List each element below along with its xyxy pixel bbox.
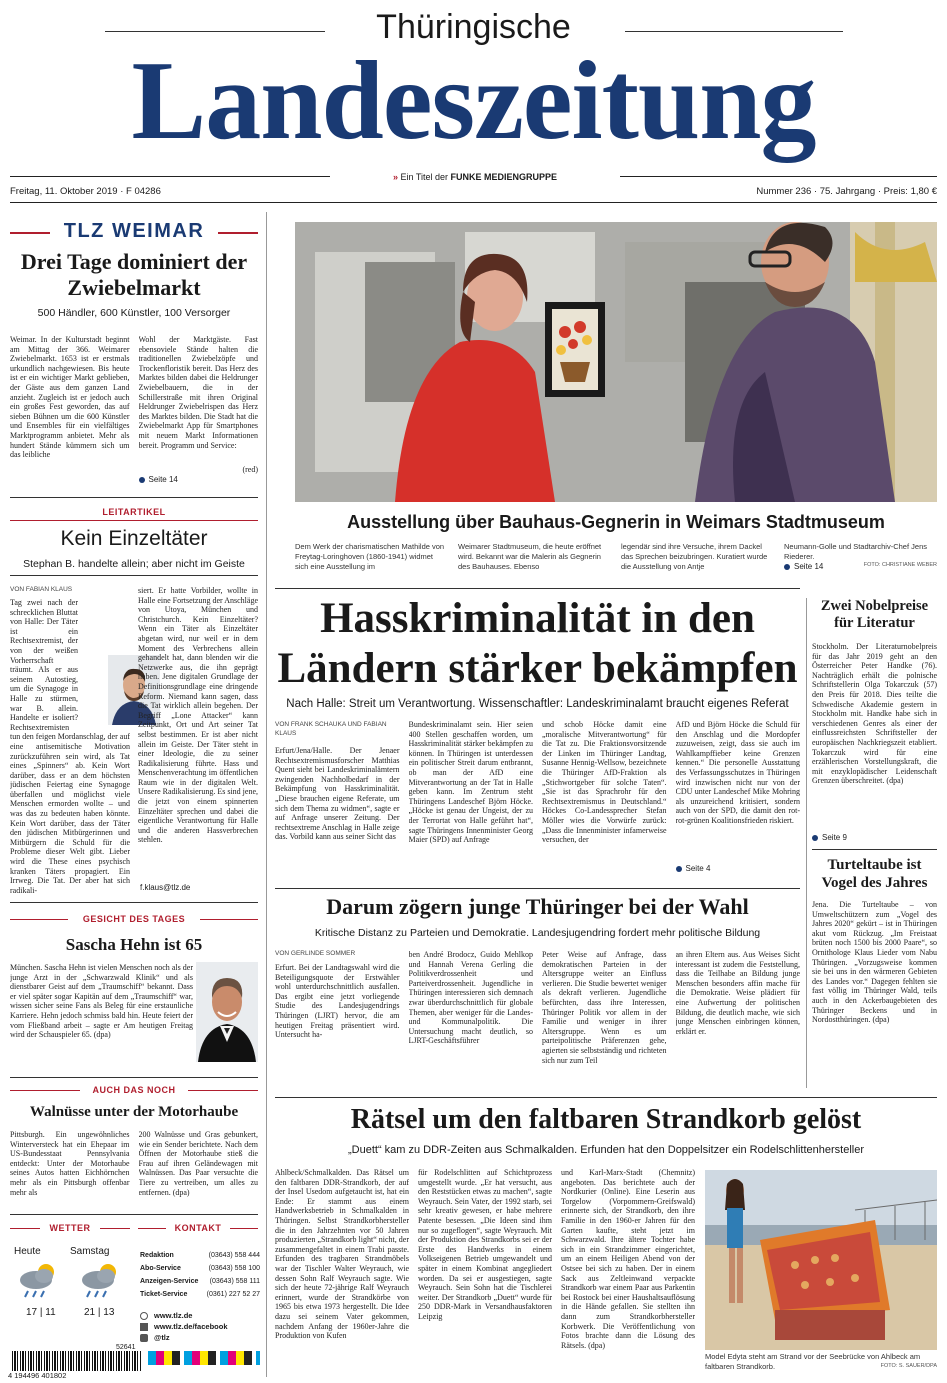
strandkorb-col-2: für Rodelschlitten auf Schichtprozess umgestellt wurde. „Er hat versucht, aus den Reststücken etwas zu machen“, sagte Weyrauch. Sein Vater, der 1992 starb, sei sehr kreativ gewesen, er habe mehrere Patente besessen. „Die Ideen sind ihm nur so zugeflogen“, sagte Weyrauch. Mit der Produktion des Strandkorbs sei er der Erste des Handwerks in einem Volkseigenen Betrieb umgewandelt und später in einem Kombinat angegliedert worden. Da sei er ausgestiegen, sagte Weyrauch. Sein Sohn hat die Tischlerei weiter. Der Strandkorb „Duett“ wurde für 250 DDR-Mark in Versandhausfaktoren Leipzig: [418, 1168, 552, 1321]
gesicht-end: (dpa): [93, 1030, 111, 1040]
weimar-ref[interactable]: [139, 475, 259, 484]
kontakt-label: Ticket-Service: [140, 1291, 188, 1298]
nobel-end: (dpa): [886, 776, 904, 786]
auch-rule-right: [188, 1090, 258, 1091]
weimar-col-1: Weimar. In der Kulturstadt beginnt am Mittag der 366. Weimarer Zwiebelmarkt. 1653 ist er erstmals urkundlich nachgewiesen. Bis heute ist er ein wichtiger Markt geblieben, der Gäste aus dem ganzen Land anzieht. Zugleich ist er jedoch auch ein großes Fest geworden, das auf sieben Bühnen um die 600 Künstler und Ensembles für ein vielfältiges Marktprogramm anbietet. Mehr als hundert Stände kümmern sich um das leibliche: [10, 335, 130, 460]
leitartikel-headline[interactable]: Kein Einzeltäter: [60, 527, 208, 550]
divider: [275, 588, 800, 589]
photo-caption-col-3: legendär sind ihre Versuche, ihrem Dackel das Sprechen beizubringen. Kuratiert wurde die Ausstellung von Antje: [621, 542, 768, 571]
weather-day-2: Samstag: [70, 1246, 110, 1257]
funke-arrow-icon: »: [392, 172, 398, 182]
funke-name: FUNKE MEDIENGRUPPE: [450, 172, 558, 182]
turtel-text: [812, 900, 937, 1090]
bullet-icon: [812, 835, 818, 841]
wahl-subhead: Kritische Distanz zu Parteien und Demokratie. Landesjugendring fordert mehr politische Bildung: [314, 927, 761, 939]
funke-prefix: Ein Titel der: [400, 172, 449, 182]
leitartikel-col-1: [10, 598, 130, 894]
lead-byline: VON FRANK SCHAUKA UND FABIAN KLAUS: [275, 721, 387, 737]
barcode: [12, 1351, 142, 1371]
bullet-icon: [676, 866, 682, 872]
weimar-col-2: Wohl der Marktgäste. Fast ebensoviele Stände halten die traditionellen Zwiebelzöpfe und Trockenfloristik bereit. Das Herz des Marktes bilden dabei die Heldrunger Zwiebelbauern, die in der Schillerstraße mit ihren Original Heldrunger Zwiebelrispen das Herz des Marktes bilden. Die Stadt hat die Zwiebelmarkt App für Smartphones mit neuem Markt Informationen bereit. Programm und Service:: [138, 335, 258, 450]
weimar-body: [10, 335, 258, 485]
auch-end: (dpa): [172, 1187, 190, 1197]
photo-credit: FOTO: CHRISTIANE WEBER: [863, 562, 937, 568]
masthead-date-line: Freitag, 11. Oktober 2019 · F 04286: [10, 186, 161, 197]
sascha-hehn-photo: [196, 962, 258, 1062]
kontakt-row: [140, 1249, 260, 1262]
column-divider: [266, 212, 267, 1377]
kontakt-label: Anzeigen-Service: [140, 1278, 199, 1285]
strandkorb-body: [275, 1168, 695, 1374]
twitter-link[interactable]: [140, 1332, 227, 1343]
divider: [812, 849, 937, 850]
nobel-headline[interactable]: Zwei Nobelpreise für Literatur: [820, 598, 929, 631]
photo-caption-col-4-wrap: [784, 542, 937, 578]
wahl-col-3: Peter Weise auf Anfrage, dass demokratischen Parteien in der Altersgruppe weiter an Einfluss verlieren. Die Studie bewertet weniger als dekraft verlieren. Jugendliche befürchten, dass ihre Interessen, Thüringer Politik vor allem in der Familie und weniger in ihrer Altersgruppe. Wenn es um parteipolitische Präferenzen gehe, agierten sie selbstständig und richteten sich nur zum Teil: [542, 950, 667, 1065]
weimar-tag: TLZ WEIMAR: [63, 220, 205, 242]
turtel-text-body: Jena. Die Turteltaube – von Umweltschützern zum „Vogel des Jahres 2020“ gekürt – ist in Thüringen akut vom Rückzug. „Im Freistaat brüten noch 1500 bis 2000 Paare“, so Ornithologe Klaus Lieder vom Nabu Thüringen. „Vorzugsweise kommen sie bei uns in den wärmeren Gebieten des Landes vor.“ Dagegen fehlten sie fast völlig im Thüringer Wald, teils auch in den Ackerbaugebieten des Thüringer Beckens und in Nordostthüringen.: [812, 900, 937, 1025]
auch-body: [10, 1130, 258, 1210]
leitartikel-tag: LEITARTIKEL: [102, 507, 166, 517]
turtel-headline[interactable]: Turteltaube ist Vogel des Jahres: [821, 857, 928, 891]
lead-headline[interactable]: Hasskriminalität in den Ländern stärker bekämpfen: [277, 595, 798, 692]
divider: [10, 497, 258, 498]
masthead-bottom-rule: [10, 202, 937, 203]
masthead-issue-line: Nummer 236 · 75. Jahrgang · Preis: 1,80 €: [756, 186, 937, 197]
wetter-rule-right: [100, 1228, 130, 1229]
lead-col-2: Bundeskriminalamt sein. Hier seien 400 Stellen geschaffen worden, um Hasskriminalität stärker bekämpfen zu können. In Thüringen ist unterdessen ein politischer Streit darum entbrannt, ob man der AfD eine Mitverantwortung an der Tat in Halle geben kann. Im Zentrum steht Thüringens Landeschef Björn Höcke. „Höcke ist genau der Ungeist, der zu der Terrortat von Halle geführt hat“, sagte Thüringens Innenminister Georg Maier (SPD) auf Anfrage: [408, 720, 533, 845]
gesicht-headline[interactable]: Sascha Hehn ist 65: [65, 935, 203, 954]
issue-price: Preis: 1,80 €: [883, 186, 937, 197]
wahl-col-4: an ihren Eltern aus. Aus Weises Sicht interessant ist zudem die Feststellung, dass die Teilhabe an Bildung junge Menschen besonders affin mache für die Demokratie. Weise plädiert für eine Aufwertung der politischen Bildung, die deutlich mache, wie sich junge Menschen einbringen können, erklärt er.: [675, 950, 800, 1036]
auch-headline[interactable]: Walnüsse unter der Motorhaube: [29, 1104, 239, 1120]
kontakt-tag: KONTAKT: [174, 1223, 222, 1233]
lead-col-4: AfD und Björn Höcke die Schuld für den Anschlag und die Mordopfer zuzuweisen, zeigt, dass sie auch im Wahlkampffieber keine Grenzen kennen.“ Die personelle Ausstattung des Verfassungsschutzes in Thüringen wird inzwischen nicht nur von der CDU unter Landeschef Mike Mohring als unzureichend kritisiert, sondern auch von der SPD, die damit den rot-rot-grünen Koalitionsfrieden riskiert.: [675, 720, 800, 825]
weather-temp-1: 17 | 11: [26, 1307, 56, 1318]
weimar-rule-left: [10, 232, 50, 234]
auch-tag: AUCH DAS NOCH: [92, 1085, 176, 1095]
wahl-col-1: Erfurt. Bei der Landtagswahl wird die Beteiligungsquote der Erstwähler wohl unterdurchschnittlich ausfallen. Das ergibt eine jetzt vorliegende Studie des Landesjugendrings Thüringen (LJRT) hervor, die am heutigen Freitag präsentiert wird. Untersucht ha-: [275, 963, 400, 1040]
strandkorb-subhead: „Duett“ kam zu DDR-Zeiten aus Schmalkalden. Erfunden hat den Doppelsitzer ein Rodelschlittenhersteller: [347, 1144, 865, 1156]
color-control-strip: [148, 1351, 260, 1365]
strandkorb-headline[interactable]: Rätsel um den faltbaren Strandkorb gelöst: [350, 1104, 862, 1135]
twitter-link-text: @tlz: [154, 1333, 170, 1342]
masthead-rule-left: [105, 31, 325, 32]
leitartikel-rule: [10, 520, 258, 521]
auch-col-2-text: 200 Walnüsse und Gras gebunkert, wie ein Sender berichtete. Nach dem Öffnen der Motorhaube stieß die Frau auf ihren Geländewagen mit Walnüssen. Das Paar versuchte die Tiere zu vertreiben, um alles zu entfernen.: [138, 1130, 258, 1197]
wahl-headline[interactable]: Darum zögern junge Thüringer bei der Wahl: [326, 894, 749, 919]
lead-ref[interactable]: [676, 864, 801, 873]
photo-ref-text: Seite 14: [794, 562, 824, 571]
masthead-top-title: Thüringische: [376, 8, 571, 46]
weimar-col-2-wrap: [139, 335, 259, 485]
kontakt-row: [140, 1288, 260, 1301]
nobel-ref-text: Seite 9: [822, 833, 847, 842]
wetter-rule-left: [10, 1228, 40, 1229]
strandkorb-col-3: [561, 1168, 695, 1374]
kontakt-row: [140, 1275, 260, 1288]
nobel-ref[interactable]: [812, 833, 847, 842]
lead-col-4-wrap: [676, 720, 801, 880]
kontakt-label: Redaktion: [140, 1252, 174, 1259]
kontakt-phone[interactable]: (0361) 227 52 27: [206, 1291, 260, 1298]
divider: [10, 902, 258, 903]
photo-caption-col-4: Neumann-Golle und Stadtarchiv-Chef Jens Riederer.: [784, 542, 927, 561]
photo-caption-body: [295, 542, 937, 578]
wetter-tag: WETTER: [49, 1223, 91, 1233]
issue-date: Freitag, 11. Oktober 2019: [10, 186, 118, 197]
facebook-icon: [140, 1323, 148, 1331]
gesicht-text: [10, 963, 193, 1069]
auch-col-2: [139, 1130, 259, 1210]
kontakt-links: [140, 1310, 227, 1343]
strandkorb-col-3-text: und Karl-Marx-Stadt (Chemnitz) angeboten. Das berichtete auch der Nordkurier (Online). Eine Leserin aus Torgelow (Vorpommern-Greifswald) erinnerte sich, der Strandkorb, den ihre Familie in den 1960-er Jahren für den Garten kaufte, steht jetzt im Schwarzwald. Ihre ältere Tochter habe sich in ein Strandzimmer eingerichtet, um an einem Heiligen Abend von der Ostsee bei sich zu haben. Der in einem Sack aus Zeltleinwand verpackte Strandkorb war einem Paar aus Parkentin bei Rostock bei einer Haushaltsauflösung in die Hände gefallen. Sie stellten ihn dann zum Strandkorbhersteller Korbwerk. Die Veröffentlichung von Fotos brachte dann die Lösung des Rätsels.: [561, 1168, 695, 1350]
auch-col-1: Pittsburgh. Ein ungewöhnliches Winterversteck hat ein Ehepaar im US-Bundesstaat Pennsylvania entdeckt: Unter der Motorhaube seines Autos hatten Eichhörnchen mehr als ein Pittsburgh offenbar mehr als: [10, 1130, 130, 1197]
weimar-ref-text: Seite 14: [148, 475, 178, 484]
wahl-body: [275, 950, 800, 1090]
facebook-link[interactable]: [140, 1321, 227, 1332]
leitartikel-subhead: Stephan B. handelte allein; aber nicht im Geiste: [23, 558, 245, 570]
strandkorb-col-1: Ahlbeck/Schmalkalden. Das Rätsel um den faltbaren DDR-Strandkorb, der auf der Insel Usedom aufgetaucht ist, hat ein Ende: Er stammt aus einem Handwerksbetrieb in Schmalkalden in Thüringen. Selbst Strandkorbhersteller die in den Jahrzehnten vor 50 Jahren produzierten „Strandkorb light“ nicht, der zusammengefaltet in einem Trabi passte. Erfunden des tragbaren Strandmöbels war der Tischler Walter Weyrauch, wie dessen Sohn Ralf Weyrauch sagte. Wie sich der heute 72-jährige Ralf Weyrauch erinnert, wurde der Strandkörbe von 1965 bis etwa 1973 hergestellt. Die Idee dazu sei seinem Vater gekommen, nachdem Anfang der 1960er-Jahre die Produktion von Kufen: [275, 1168, 409, 1341]
photo-ref[interactable]: [784, 562, 823, 571]
cloud-sun-rain-icon: [14, 1260, 64, 1304]
lead-body: [275, 720, 800, 880]
bullet-icon: [784, 564, 790, 570]
wahl-col-1-wrap: [275, 950, 400, 1090]
lead-col-3: und schob Höcke damit eine „moralische Mitverantwortung“ für die Tat zu. Die Fraktionsvorsitzende der Linken im Thüringer Landtag, Susanne Hennig-Wellsow, bezeichnete die Thüringer AfD-Fraktion als „Stichwortgeber für solche Taten“. „Sie ist das Sprachrohr für den Rechtsextremismus in Deutschland.“ Höckes Co-Landessprecher Stefan Möller wies die Vorwürfe zurück: „Dass die Innenminister infamerweise versuchen, der: [542, 720, 667, 845]
masthead-main-title: Landeszeitung: [131, 39, 816, 163]
leitartikel-col-1-text: Tag zwei nach der schrecklichen Bluttat von Halle: Der Täter ist ein Rechtsextremist, der von der weißen Vorherrschaft träumt. Als er aus seinem Autostieg, um die Synagoge in Halle zu stürmen, war B. allein. Handelte er isoliert? Rechtsextremisten tun den feigen Mordanschlag, der auf eine antisemitische Motivation zurückzuführen sein wird, als Tat eines „Spinners“ ab. Kein Wort darüber, dass er an dem höchsten jüdischen Feiertag eine Synagoge überfallen und möglichst viele Menschen ermorden wollte – und was das zu bedeuten haben könnte. Kein Wort darüber, dass der Täter den jüdischen Mitbürgerinnen und Mitbürgern die Schuld für die Probleme dieser Welt gibt. Lieber wird die These eines psychisch kranken Täters propagiert. Ein Irrweg. Die Tat. Der aber hat sich radikali-: [10, 598, 130, 894]
gesicht-text-body: München. Sascha Hehn ist vielen Menschen noch als der junge Arzt in der „Schwarzwald Klinik“ und als dienstbarer Geist auf dem „Traumschiff“ bekannt. Dass er viel später sogar Kapitän auf dem „Traumschiff“ war, wissen sicher seine Fans als Beleg für eine erstaunliche Karriere. Hehn jedoch schmiss bald hin. Heute feiert der vom Fließband arbeit – sagte er Am heutigen Freitag wird der Schauspieler 65.: [10, 963, 193, 1040]
leitartikel-email[interactable]: f.klaus@tlz.de: [140, 883, 191, 892]
weimar-end: (red): [242, 465, 258, 474]
kontakt-row: [140, 1262, 260, 1275]
funke-line: [330, 172, 620, 182]
nobel-text-body: Stockholm. Der Literaturnobelpreis für das Jahr 2019 geht an den Österreicher Peter Handke (76). Nachträglich erhält die polnische Schriftstellerin Olga Tokarczuk (57) den Preis für 2018. Dies teilte die Schwedische Akademie gestern in Stockholm mit. Handke habe sich in verschiedenen Genres als einer der einflussreichsten Schriftsteller der europäischen Nachkriegszeit etabliert. Tokarczuk wird für eine erzählerischen Vorstellungskraft, die mit enzyklopädischer Leidenschaft Grenzen überschreitet.: [812, 642, 937, 786]
lead-subhead: Nach Halle: Streit um Verantwortung. Wissenschaftler: Landeskriminalamt braucht eigenes Referat: [286, 698, 789, 710]
photo-caption-col-2: Weimarer Stadtmuseum, die heute eröffnet wird. Bekannt war die Malerin als Gegnerin des Bauhauses. Ebenso: [458, 542, 602, 571]
kontakt-rule-left: [138, 1228, 166, 1229]
web-link-text: www.tlz.de: [154, 1311, 193, 1320]
strandkorb-end: (dpa): [588, 1340, 605, 1350]
auch-rule-left: [10, 1090, 80, 1091]
strandkorb-caption-text: Model Edyta steht am Strand vor der Seebrücke von Ahlbeck am faltbaren Strandkorb.: [705, 1352, 921, 1371]
divider: [275, 888, 800, 889]
kontakt-label: Abo-Service: [140, 1265, 181, 1272]
gesicht-tag: GESICHT DES TAGES: [82, 914, 186, 924]
globe-icon: [140, 1312, 148, 1320]
divider: [10, 1077, 258, 1078]
weather-temp-2: 21 | 13: [84, 1307, 115, 1318]
kontakt-phone[interactable]: (03643) 558 100: [208, 1265, 260, 1272]
lead-col-1: Erfurt/Jena/Halle. Der Jenaer Rechtsextremismusforscher Matthias Quent sieht bei Landeskriminalämtern zwingenden Nachholbedarf in der Bekämpfung von Hasskriminalität. „Diese brauchen eigene Referate, um sich dem Thema zu widmen“, sagte er auf Anfrage unserer Zeitung. Der rechtsextreme Anschlag in Halle zeige das. Vorbild kann aus seiner Sicht das: [275, 746, 400, 842]
gesicht-rule-right: [200, 919, 258, 920]
photo-caption-col-1: Dem Werk der charismatischen Mathilde von Freytag-Loringhoven (1860-1941) widmet sich eine Ausstellung im: [295, 542, 445, 571]
barcode-addon-number: 52641: [116, 1344, 136, 1351]
main-photo: [295, 222, 937, 502]
nobel-text: [812, 642, 937, 832]
turtel-end: (dpa): [872, 1015, 890, 1025]
wahl-col-2: ben André Brodocz, Guido Mehlkop und Hannah Verena Gerling die Politikverdrossenheit und Parteiverdrossenheit. Jugendliche in Thüringen interessieren sich demnach zwar überdurchschnittlich für globale Themen, aber weniger für die Landes- und Kommunalpolitik. Die Untersuchung macht deutlich, so LJRT-Geschäftsführer: [408, 950, 533, 1046]
divider: [10, 575, 258, 576]
web-link[interactable]: [140, 1310, 227, 1321]
divider: [10, 1214, 258, 1215]
issue-number: Nummer 236: [756, 186, 812, 197]
facebook-link-text: www.tlz.de/facebook: [154, 1322, 228, 1331]
masthead-rule-right: [625, 31, 843, 32]
sidebar-divider: [806, 598, 807, 1088]
leitartikel-byline: VON FABIAN KLAUS: [10, 586, 73, 593]
issue-code: F 04286: [126, 186, 161, 197]
lead-col-1-wrap: [275, 720, 400, 880]
divider: [275, 1097, 937, 1098]
kontakt-list: [140, 1249, 260, 1301]
issue-year: 75. Jahrgang: [819, 186, 876, 197]
photo-caption-headline[interactable]: Ausstellung über Bauhaus-Gegnerin in Weimars Stadtmuseum: [347, 512, 885, 532]
cloud-sun-rain-icon: [76, 1260, 126, 1304]
weimar-rule-right: [218, 232, 258, 234]
twitter-icon: [140, 1334, 148, 1342]
lead-ref-text: Seite 4: [685, 864, 711, 873]
weimar-subhead: 500 Händler, 600 Künstler, 100 Versorger: [37, 307, 231, 319]
leitartikel-col-2: siert. Er hatte Vorbilder, wollte in Halle eine Fortsetzung der Anschläge von Utoya, München und Christchurch. Kein Einzeltäter? Wenn ein Täter als Einzeltäter abgetan wird, nur weil er in dem Moment des Verbrechens allein gehandelt hat, dann blenden wir die Netzwerke aus, die ihn geprägt haben. Jene digitalen Grundlage der Definitionsgrundlage eine dringende Reform. Niemand kann sagen, dass die Tat wirklich allein begehen. Der Begriff „Lone Attacker“ kann Zeitpunkt, Ort und Art seiner Tat selbst bestimmen. Er ist aber nicht allein im Geiste. Der Täter steht in einer Ideologie, die zu seiner Radikalisierung führte. Hass und Menschenverachtung im öffentlichen Raum wie in der digitalen Welt. Unsere Radikalisierung. Es sind jene, die jetzt von einem spinnerten Einzeltäter sprechen und dabei die eigentliche Verantwortung für Halle und die anderen Hassverbrechen stehlen.: [138, 586, 258, 845]
wahl-byline: VON GERLINDE SOMMER: [275, 950, 356, 957]
photo-ref-line: [784, 562, 937, 571]
strandkorb-credit: FOTO: S. SAUER/DPA: [880, 1362, 937, 1369]
bullet-icon: [139, 477, 145, 483]
weimar-headline[interactable]: Drei Tage dominiert der Zwiebelmarkt: [20, 249, 248, 300]
barcode-number: 4 194496 401802: [8, 1371, 67, 1380]
kontakt-rule-right: [230, 1228, 258, 1229]
kontakt-phone[interactable]: (03643) 558 444: [208, 1252, 260, 1259]
strandkorb-photo: [705, 1170, 937, 1350]
gesicht-rule-left: [10, 919, 68, 920]
kontakt-phone[interactable]: (03643) 558 111: [209, 1278, 260, 1285]
weather-day-1: Heute: [14, 1246, 41, 1257]
strandkorb-caption: [705, 1352, 937, 1371]
